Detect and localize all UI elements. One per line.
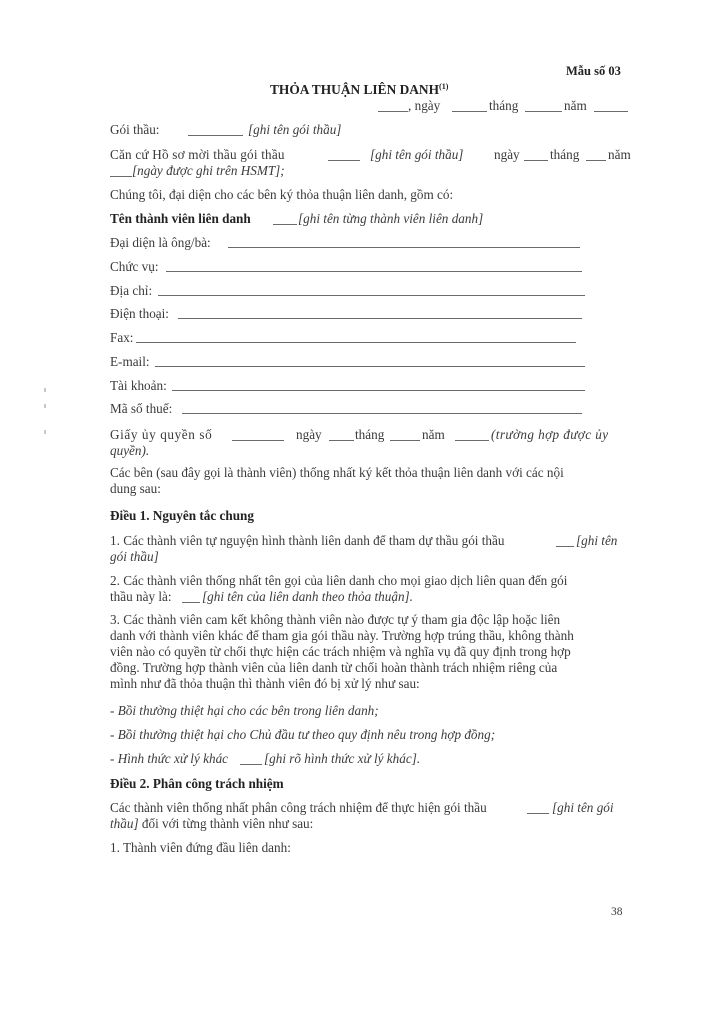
- article-1-p3-l2: danh với thành viên khác để tham gia gói thầu này. Trường hợp trúng thầu, không thành: [110, 628, 574, 643]
- article-1-p2-hint: [ghi tên của liên danh theo thỏa thuận].: [202, 589, 413, 604]
- page-number: 38: [611, 906, 623, 918]
- rep-field[interactable]: [228, 247, 580, 248]
- article-1-p2: 2. Các thành viên thống nhất tên gọi của liên danh cho mọi giao dịch liên quan đến gói: [110, 573, 568, 588]
- bullet-2: - Bồi thường thiệt hại cho Chủ đầu tư theo quy định nêu trong hợp đồng;: [110, 727, 496, 742]
- phone-label: Điện thoại:: [110, 306, 169, 321]
- article-1-p3-l4: đồng. Trường hợp thành viên của liên danh từ chối hoàn thành trách nhiệm riêng của: [110, 660, 558, 675]
- rep-label: Đại diện là ông/bà:: [110, 235, 211, 250]
- agreement-line-2: dung sau:: [110, 481, 161, 496]
- scan-mark: [44, 388, 46, 392]
- member-name-row: Tên thành viên liên danh: [110, 211, 251, 226]
- article-1-p3-l3: viên nào có quyền từ chối thực hiện các trách nhiệm và nghĩa vụ đã quy định trong hợp: [110, 644, 571, 659]
- position-field[interactable]: [166, 271, 582, 272]
- account-label: Tài khoản:: [110, 378, 167, 393]
- account-field[interactable]: [172, 390, 585, 391]
- poa-year: năm: [422, 427, 445, 442]
- date-month-label: tháng: [489, 98, 519, 113]
- fax-field[interactable]: [136, 342, 576, 343]
- form-number: Mẫu số 03: [566, 64, 621, 78]
- phone-field[interactable]: [178, 318, 582, 319]
- poa-month: tháng: [355, 427, 385, 442]
- scan-mark: [44, 430, 46, 434]
- basis-year: năm: [608, 147, 631, 162]
- article-2-p1-line2: thầu] đối với từng thành viên như sau:: [110, 816, 314, 831]
- email-label: E-mail:: [110, 354, 150, 369]
- article-1-heading: Điều 1. Nguyên tắc chung: [110, 508, 254, 523]
- basis-month: tháng: [550, 147, 580, 162]
- poa-day: ngày: [296, 427, 322, 442]
- scan-mark: [44, 404, 46, 408]
- package-hint: [ghi tên gói thầu]: [248, 122, 342, 137]
- basis-date-hint: [ngày được ghi trên HSMT];: [132, 163, 285, 178]
- date-year-label: năm: [564, 98, 587, 113]
- article-1-p2-line2: thầu này là:: [110, 589, 172, 604]
- article-2-p1: Các thành viên thống nhất phân công trách nhiệm để thực hiện gói thầu: [110, 800, 487, 815]
- article-2-p1-hint: [ghi tên gói: [552, 800, 614, 815]
- bullet-3: - Hình thức xử lý khác: [110, 751, 229, 766]
- article-1-p1-hint: [ghi tên: [576, 533, 618, 548]
- bullet-3-hint: [ghi rõ hình thức xử lý khác].: [264, 751, 421, 766]
- article-1-p1: 1. Các thành viên tự nguyện hình thành liên danh để tham dự thầu gói thầu: [110, 533, 505, 548]
- article-1-p3-l1: 3. Các thành viên cam kết không thành viên nào được tự ý tham gia độc lập hoặc liên: [110, 612, 561, 627]
- package-label: Gói thầu:: [110, 122, 160, 137]
- basis-text: Căn cứ Hồ sơ mời thầu gói thầu: [110, 147, 285, 162]
- document-title: THỎA THUẬN LIÊN DANH$^{(1)}$: [270, 82, 449, 97]
- tax-field[interactable]: [182, 413, 582, 414]
- article-2-item-1: 1. Thành viên đứng đầu liên danh:: [110, 840, 291, 855]
- tax-label: Mã số thuế:: [110, 401, 173, 416]
- address-field[interactable]: [158, 295, 585, 296]
- bullet-1: - Bồi thường thiệt hại cho các bên trong liên danh;: [110, 703, 379, 718]
- poa-label: Giấy ủy quyền số: [110, 427, 213, 442]
- agreement-line-1: Các bên (sau đây gọi là thành viên) thống nhất ký kết thỏa thuận liên danh với các nội: [110, 465, 564, 480]
- representatives-intro: Chúng tôi, đại diện cho các bên ký thỏa thuận liên danh, gồm có:: [110, 187, 454, 202]
- position-label: Chức vụ:: [110, 259, 159, 274]
- article-2-heading: Điều 2. Phân công trách nhiệm: [110, 776, 284, 791]
- email-field[interactable]: [155, 366, 585, 367]
- address-label: Địa chỉ:: [110, 283, 153, 298]
- article-1-p3-l5: mình như đã thỏa thuận thì thành viên đó bị xử lý như sau:: [110, 676, 420, 691]
- basis-hint: [ghi tên gói thầu]: [370, 147, 464, 162]
- member-name-hint: [ghi tên từng thành viên liên danh]: [298, 211, 484, 226]
- basis-day: ngày: [494, 147, 520, 162]
- fax-label: Fax:: [110, 330, 134, 345]
- article-1-p1-hint-2: gói thầu]: [110, 549, 159, 564]
- date-day-label: , ngày: [408, 98, 441, 113]
- poa-hint-2: quyền).: [110, 443, 150, 458]
- poa-hint: (trường hợp được ủy: [491, 427, 609, 442]
